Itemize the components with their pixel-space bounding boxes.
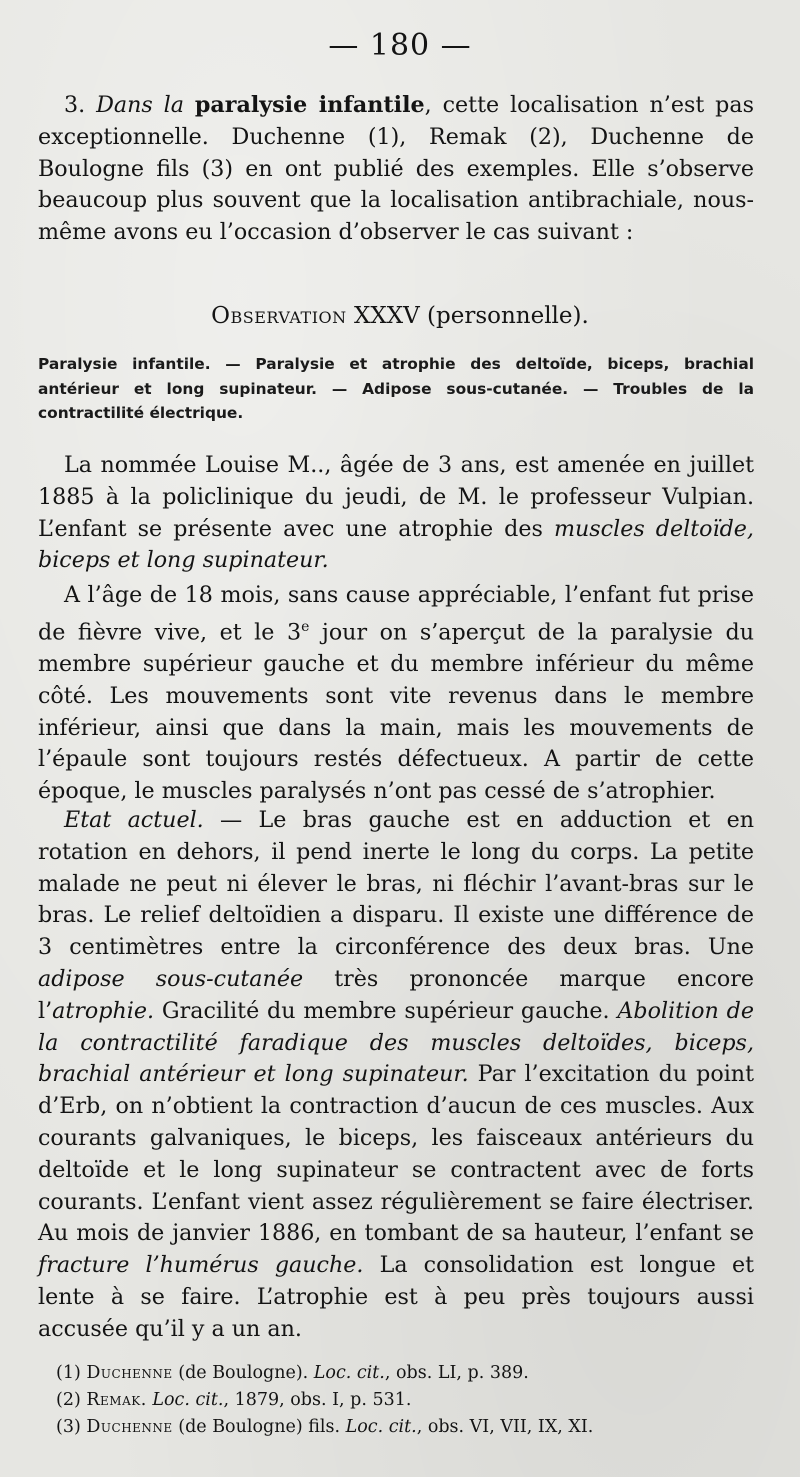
case-intro-text: La nommée Louise M.., âgée de 3 ans, est amenée en juillet 1885 à la policlinique du jeudi, de M. le professeur Vulpian. L’enfant se présente avec une atrophie des <box>38 452 754 542</box>
intro-text: , cette localisation n’est pas exceptionnelle. Duchenne (1), Remak (2), Duchenne de Boulogne fils (3) en ont publié des exemples. Elle s’observe beaucoup plus souvent que la localisation antibrachiale, nous-même avons eu l’occasion d’observer le cas suivant : <box>38 92 754 246</box>
observation-label: Observation <box>211 303 347 329</box>
current-state-text-3: Gracilité du membre supérieur gauche. <box>154 997 618 1024</box>
case-intro-italic: muscles deltoïde, biceps et long supinateur. <box>38 515 754 574</box>
footnote-number: (3) <box>56 1417 81 1437</box>
paragraph-history <box>38 580 754 808</box>
footnote <box>56 1414 754 1441</box>
footnote-number: (2) <box>56 1390 81 1410</box>
footnote-author: Duchenne <box>86 1417 173 1437</box>
observation-number: XXXV <box>353 303 420 329</box>
item-number: 3. <box>64 92 86 118</box>
footnote-number: (1) <box>56 1363 81 1383</box>
observation-heading <box>0 303 800 329</box>
footnote-detail: , obs. LI, p. 389. <box>384 1363 529 1383</box>
history-text-2: jour on s’aperçut de la paralysie du membre supérieur gauche et du membre inférieur du même côté. Les mouvements sont vite revenus dans le membre inférieur, ainsi que dans la main, mais les mouvements de l’épaule sont toujours restés défectueux. A partir de cette époque, le muscles paralysés n’ont pas cessé de s’atrophier. <box>38 619 754 805</box>
footnote-detail: , obs. VI, VII, IX, XI. <box>416 1417 594 1437</box>
footnote <box>56 1387 754 1414</box>
paragraph-current-state <box>38 805 754 1346</box>
footnote-author: Duchenne <box>86 1363 173 1383</box>
footnote-reference: Loc. cit. <box>152 1390 224 1410</box>
footnote <box>56 1360 754 1387</box>
history-text-1: A l’âge de 18 mois, sans cause appréciable, l’enfant fut prise de fièvre vive, et le 3 <box>38 582 754 646</box>
current-state-italic-4: Abolition de la contractilité faradique des muscles deltoïdes, biceps, brachial antérieur et long supinateur. <box>38 997 754 1088</box>
observation-qualifier: (personnelle). <box>427 303 589 329</box>
paragraph-intro <box>38 90 754 249</box>
footnote-author: Remak. <box>86 1390 147 1410</box>
footnote-author-detail: (de Boulogne). <box>172 1363 314 1383</box>
current-state-text-1: — Le bras gauche est en adduction et en rotation en dehors, il pend inerte le long du corps. La petite malade ne peut ni élever le bras, ni fléchir l’avant-bras sur le bras. Le relief deltoïdien a disparu. Il existe une différence de 3 centimètres entre la circonférence des deux bras. Une <box>38 807 754 961</box>
intro-italic: Dans la <box>96 92 184 118</box>
intro-bold-term: paralysie infantile <box>194 92 425 118</box>
footnote-detail: , 1879, obs. I, p. 531. <box>223 1390 412 1410</box>
current-state-italic-3: atrophie. <box>52 997 155 1024</box>
current-state-text-5: La consolidation est longue et lente à se faire. L’atrophie est à peu près toujours aussi accusée qu’il y a un an. <box>38 1252 754 1342</box>
current-state-italic-5: fracture l’humérus gauche. <box>38 1252 364 1279</box>
footnote-reference: Loc. cit. <box>345 1417 417 1437</box>
observation-summary: Paralysie infantile. — Paralysie et atrophie des deltoïde, biceps, brachial antérieur et long supinateur. — Adipose sous-cutanée. — Troubles de la contractilité électrique. <box>38 355 754 422</box>
footnote-author-detail: (de Boulogne) fils. <box>172 1417 346 1437</box>
current-state-label: Etat actuel. <box>64 807 204 833</box>
current-state-italic-2: adipose sous-cutanée <box>38 965 304 992</box>
current-state-text-2: très prononcée marque encore l’ <box>38 965 754 1024</box>
ordinal-superscript: e <box>301 618 310 635</box>
paragraph-case-intro <box>38 450 754 577</box>
footnotes <box>56 1360 754 1441</box>
page-number: — 180 — <box>328 28 472 63</box>
current-state-text-4: Par l’excitation du point d’Erb, on n’obtient la contraction d’aucun de ces muscles. Aux courants galvaniques, le biceps, les faisceaux antérieurs du deltoïde et le long supinateur se contractent avec de forts courants. L’enfant vient assez régulièrement se faire électriser. Au mois de janvier 1886, en tombant de sa hauteur, l’enfant se <box>38 1061 754 1247</box>
footnote-reference: Loc. cit. <box>313 1363 385 1383</box>
